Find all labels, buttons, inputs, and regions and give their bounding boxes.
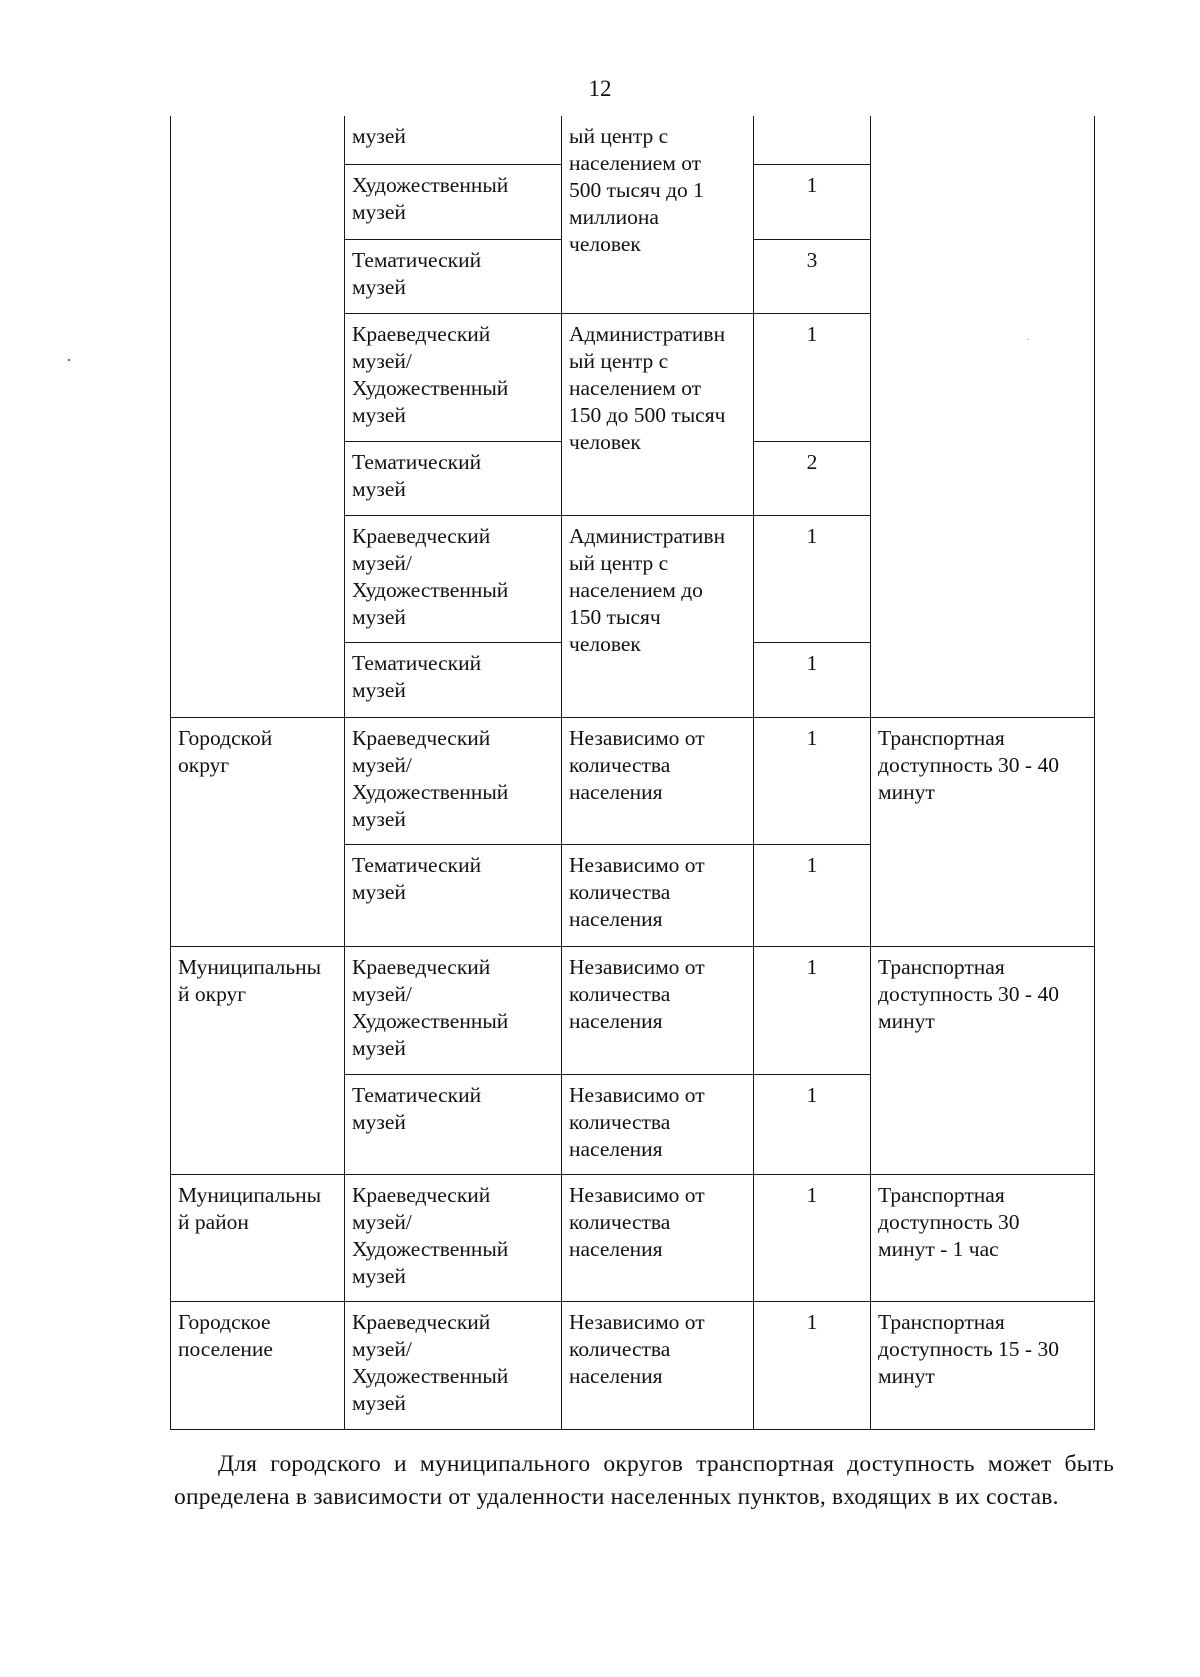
museum-type-cell: Краеведческий музей/ Художественный музей [345,717,562,844]
level-cell: Муниципальны й округ [171,946,345,1174]
museum-type-cell: Тематический музей [345,1074,562,1174]
criterion-cell: Независимо от количества населения [562,1174,754,1301]
table-row [171,946,1095,1074]
count-cell: 1 [754,946,871,1074]
page-number: 12 [588,76,612,101]
count-cell: 1 [754,717,871,844]
count-cell: 1 [754,164,871,239]
criterion-cell: Административн ый центр с населением от 150 до 500 тысяч человек [562,313,754,515]
criterion-cell: Независимо от количества населения [562,717,754,844]
count-cell: 1 [754,515,871,642]
count-cell: 1 [754,1301,871,1429]
table-row [171,116,1095,164]
table-row [171,1301,1095,1429]
criterion-cell: Независимо от количества населения [562,1074,754,1174]
table-row [171,1174,1095,1301]
museum-type-cell: музей [345,116,562,164]
museum-type-cell: Тематический музей [345,239,562,313]
museum-type-cell: Краеведческий музей/ Художественный музей [345,1174,562,1301]
count-cell: 1 [754,1074,871,1174]
criterion-cell: ый центр с населением от 500 тысяч до 1 миллиона человек [562,116,754,313]
level-cell: Городской округ [171,717,345,946]
criterion-cell: Независимо от количества населения [562,844,754,946]
level-cell [171,116,345,717]
museum-type-cell: Краеведческий музей/ Художественный музей [345,946,562,1074]
criterion-cell: Независимо от количества населения [562,946,754,1074]
museum-type-cell: Тематический музей [345,844,562,946]
count-cell: 1 [754,1174,871,1301]
count-cell: 2 [754,441,871,515]
museum-type-cell: Краеведческий музей/ Художественный музей [345,313,562,441]
level-cell: Муниципальны й район [171,1174,345,1301]
table-row [171,717,1095,844]
access-cell: Транспортная доступность 15 - 30 минут [871,1301,1095,1429]
access-cell: Транспортная доступность 30 минут - 1 час [871,1174,1095,1301]
count-cell: 1 [754,313,871,441]
museum-norms-table [170,116,1095,1430]
access-cell: Транспортная доступность 30 - 40 минут [871,946,1095,1174]
museum-type-cell: Художественный музей [345,164,562,239]
count-cell [754,116,871,164]
museum-type-cell: Тематический музей [345,441,562,515]
count-cell: 3 [754,239,871,313]
scan-speck [1027,339,1029,340]
level-cell: Городское поселение [171,1301,345,1429]
museum-type-cell: Краеведческий музей/ Художественный музей [345,1301,562,1429]
access-cell: Транспортная доступность 30 - 40 минут [871,717,1095,946]
access-cell [871,116,1095,717]
count-cell: 1 [754,844,871,946]
criterion-cell: Независимо от количества населения [562,1301,754,1429]
footnote-paragraph: Для городского и муниципального округов транспортная доступность может быть определена в зависимости от удаленности населенных пунктов, входящих в их состав. [174,1451,1114,1510]
museum-type-cell: Тематический музей [345,642,562,717]
criterion-cell: Административн ый центр с населением до 150 тысяч человек [562,515,754,717]
count-cell: 1 [754,642,871,717]
museum-type-cell: Краеведческий музей/ Художественный музей [345,515,562,642]
scan-speck [68,359,70,361]
